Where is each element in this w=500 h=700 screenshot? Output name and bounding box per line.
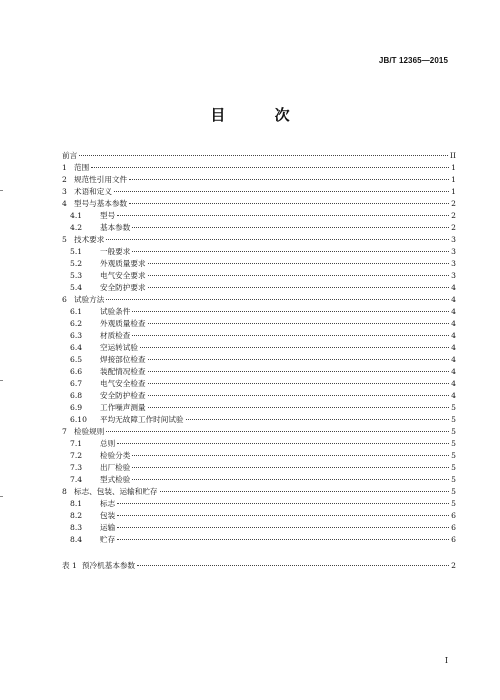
toc-entry[interactable] <box>62 258 456 270</box>
toc-entry[interactable] <box>62 198 456 210</box>
toc-entry-number: 5.4 <box>70 283 83 292</box>
toc-entry-label: 电气安全检查 <box>100 379 146 388</box>
dot-leader <box>148 382 450 384</box>
toc-entry[interactable] <box>62 390 456 402</box>
dot-leader <box>117 526 449 528</box>
toc-entry[interactable] <box>62 306 456 318</box>
toc-entry[interactable] <box>62 486 456 498</box>
toc-entry[interactable] <box>62 210 456 222</box>
toc-entry[interactable] <box>62 366 456 378</box>
toc-entry-page: 4 <box>451 295 456 304</box>
toc-entry-label: 检验规则 <box>74 427 105 436</box>
toc-entry-number: 6.2 <box>70 319 83 328</box>
toc-entry-label: 规范性引用文件 <box>74 175 128 184</box>
dot-leader <box>132 310 449 312</box>
toc-entry-label: 出厂检验 <box>100 463 131 472</box>
toc-entry-number: 7.2 <box>70 451 83 460</box>
toc-entry[interactable] <box>62 354 456 366</box>
toc-entry-number: 4 <box>62 199 67 208</box>
toc-entry-number: 6.9 <box>70 403 83 412</box>
dot-leader <box>117 514 449 516</box>
dot-leader <box>148 322 450 324</box>
margin-mark <box>0 190 3 191</box>
toc-entry[interactable] <box>62 186 456 198</box>
dot-leader <box>132 250 449 252</box>
toc-entry[interactable] <box>62 162 456 174</box>
toc-entry-number: 4.1 <box>70 211 83 220</box>
margin-mark <box>0 380 3 381</box>
toc-entry-page: 2 <box>451 223 456 232</box>
toc-entry-number: 5.1 <box>70 247 83 256</box>
toc-entry-label: 外观质量检查 <box>100 319 146 328</box>
toc-entry-number: 6.1 <box>70 307 83 316</box>
toc-entry-number: 6.3 <box>70 331 83 340</box>
toc-entry-label: 运输 <box>100 523 116 532</box>
dot-leader <box>79 154 448 156</box>
toc-entry-label: 贮存 <box>100 535 116 544</box>
table-title: 预冷机基本参数 <box>82 561 136 570</box>
toc-entry-label: 检验分类 <box>100 451 131 460</box>
toc-entry-label: 空运转试验 <box>100 343 138 352</box>
dot-leader <box>132 466 449 468</box>
toc-entry-number: 1 <box>62 163 67 172</box>
toc-entry[interactable] <box>62 174 456 186</box>
toc-entry-label: 一般要求 <box>100 247 131 256</box>
toc-entry[interactable] <box>62 534 456 546</box>
dot-leader <box>114 190 449 192</box>
toc-entry-number: 7.3 <box>70 463 83 472</box>
dot-leader <box>117 502 449 504</box>
toc-entry[interactable] <box>62 414 456 426</box>
toc-entry-number: 2 <box>62 175 67 184</box>
toc-entry-page: 5 <box>451 463 456 472</box>
dot-leader <box>132 454 449 456</box>
toc-entry-label: 试验方法 <box>74 295 105 304</box>
dot-leader <box>148 262 450 264</box>
toc-entry-label: 型式检验 <box>100 475 131 484</box>
toc-entry-label: 焊接部位检查 <box>100 355 146 364</box>
page-number: I <box>444 656 448 665</box>
dot-leader <box>129 202 449 204</box>
toc-entry-label: 标志 <box>100 499 116 508</box>
toc-entry[interactable] <box>62 438 456 450</box>
toc-entry-page: 4 <box>451 391 456 400</box>
toc-entry-number: 4.2 <box>70 223 83 232</box>
toc-entry-number: 6.4 <box>70 343 83 352</box>
toc-entry[interactable] <box>62 378 456 390</box>
toc-entry-page: 5 <box>451 451 456 460</box>
toc-entry-number: 6.6 <box>70 367 83 376</box>
toc-entry-page: 2 <box>451 199 456 208</box>
toc-entry-number: 8.2 <box>70 511 83 520</box>
toc-entry[interactable] <box>62 474 456 486</box>
dot-leader <box>148 394 450 396</box>
toc-entry[interactable] <box>62 318 456 330</box>
toc-table-entry[interactable] <box>62 560 456 572</box>
toc-entry[interactable] <box>62 222 456 234</box>
dot-leader <box>132 334 449 336</box>
toc-entry-page: 5 <box>451 415 456 424</box>
toc-entry-page: 4 <box>451 355 456 364</box>
toc-entry-page: 3 <box>451 271 456 280</box>
toc-entry-number: 7.4 <box>70 475 83 484</box>
margin-mark <box>0 496 3 497</box>
toc-entry-page: 4 <box>451 379 456 388</box>
toc-entry-page: 5 <box>451 439 456 448</box>
toc-entry-label: 基本参数 <box>100 223 131 232</box>
dot-leader <box>106 238 449 240</box>
toc-entry-label: 材质检查 <box>100 331 131 340</box>
dot-leader <box>117 538 449 540</box>
toc-entry-number: 8.1 <box>70 499 83 508</box>
toc-entry-number: 6.7 <box>70 379 83 388</box>
dot-leader <box>129 178 449 180</box>
toc-entry-page: 5 <box>451 403 456 412</box>
dot-leader <box>117 214 449 216</box>
toc-entry-label: 安全防护要求 <box>100 283 146 292</box>
toc-entry-label: 范围 <box>74 163 90 172</box>
toc-entry-number: 8 <box>62 487 67 496</box>
toc-entry-label: 技术要求 <box>74 235 105 244</box>
table-of-contents <box>62 150 456 572</box>
toc-entry-number: 6.8 <box>70 391 83 400</box>
toc-entry-page: 5 <box>451 475 456 484</box>
section-gap <box>62 546 456 560</box>
dot-leader <box>137 564 449 566</box>
dot-leader <box>117 442 449 444</box>
dot-leader <box>132 226 449 228</box>
toc-entry-page: 3 <box>451 259 456 268</box>
toc-entry[interactable] <box>62 510 456 522</box>
toc-entry-page: 6 <box>451 511 456 520</box>
toc-entry-page: 3 <box>451 235 456 244</box>
toc-entry-number: 8.4 <box>70 535 83 544</box>
toc-entry[interactable] <box>62 270 456 282</box>
page-title: 目 次 <box>210 106 312 124</box>
toc-entry-page: 5 <box>451 427 456 436</box>
toc-entry[interactable] <box>62 402 456 414</box>
toc-entry-number: 6.10 <box>70 415 87 424</box>
toc-entry[interactable] <box>62 342 456 354</box>
toc-entry[interactable] <box>62 150 456 162</box>
toc-entry-number: 7.1 <box>70 439 83 448</box>
toc-entry-number: 6.5 <box>70 355 83 364</box>
dot-leader <box>160 490 450 492</box>
toc-entry-page: 4 <box>451 283 456 292</box>
toc-entry-number: 8.3 <box>70 523 83 532</box>
toc-entry[interactable] <box>62 282 456 294</box>
toc-entry[interactable] <box>62 522 456 534</box>
toc-entry[interactable] <box>62 330 456 342</box>
toc-entry-label: 术语和定义 <box>74 187 112 196</box>
dot-leader <box>106 298 449 300</box>
toc-entry-label: 型号与基本参数 <box>74 199 128 208</box>
toc-entry-number: 3 <box>62 187 67 196</box>
toc-entry-page: 4 <box>451 307 456 316</box>
toc-entry-number: 5.3 <box>70 271 83 280</box>
dot-leader <box>91 166 449 168</box>
toc-entry-number: 5.2 <box>70 259 83 268</box>
toc-entry-label: 前言 <box>62 151 78 160</box>
dot-leader <box>148 358 450 360</box>
toc-entry-page: II <box>450 151 456 160</box>
dot-leader <box>148 274 450 276</box>
toc-entry-label: 包装 <box>100 511 116 520</box>
toc-entry-page: 4 <box>451 319 456 328</box>
toc-entry-page: 4 <box>451 367 456 376</box>
toc-entry-label: 平均无故障工作时间试验 <box>100 415 184 424</box>
toc-entry-label: 型号 <box>100 211 116 220</box>
toc-entry-number: 7 <box>62 427 67 436</box>
toc-entry[interactable] <box>62 246 456 258</box>
dot-leader <box>186 418 450 420</box>
toc-entry-page: 3 <box>451 247 456 256</box>
dot-leader <box>106 430 449 432</box>
toc-entry-page: 2 <box>451 211 456 220</box>
toc-entry[interactable] <box>62 462 456 474</box>
toc-entry-number: 6 <box>62 295 67 304</box>
toc-entry-label: 外观质量要求 <box>100 259 146 268</box>
toc-entry[interactable] <box>62 450 456 462</box>
toc-entry[interactable] <box>62 234 456 246</box>
toc-entry-number: 5 <box>62 235 67 244</box>
toc-entry-page: 5 <box>451 499 456 508</box>
toc-entry-label: 总则 <box>100 439 116 448</box>
toc-entry-page: 4 <box>451 331 456 340</box>
dot-leader <box>132 478 449 480</box>
toc-entry-page: 4 <box>451 343 456 352</box>
toc-entry-label: 安全防护检查 <box>100 391 146 400</box>
toc-entry-label: 试验条件 <box>100 307 131 316</box>
dot-leader <box>140 346 449 348</box>
toc-entry-page: 6 <box>451 523 456 532</box>
toc-entry-page: 5 <box>451 487 456 496</box>
dot-leader <box>148 406 450 408</box>
toc-entry-page: 1 <box>451 175 456 184</box>
toc-entry[interactable] <box>62 426 456 438</box>
toc-entry-label: 装配情况检查 <box>100 367 146 376</box>
toc-entry-page: 6 <box>451 535 456 544</box>
standard-code: JB/T 12365—2015 <box>378 56 448 65</box>
dot-leader <box>148 286 450 288</box>
table-number: 表 1 <box>62 561 77 570</box>
table-page: 2 <box>451 561 456 570</box>
toc-entry-page: 1 <box>451 163 456 172</box>
toc-entry[interactable] <box>62 498 456 510</box>
toc-entry-page: 1 <box>451 187 456 196</box>
toc-entry-label: 工作噪声测量 <box>100 403 146 412</box>
toc-entry[interactable] <box>62 294 456 306</box>
dot-leader <box>148 370 450 372</box>
toc-entry-label: 电气安全要求 <box>100 271 146 280</box>
toc-entry-label: 标志、包装、运输和贮存 <box>74 487 158 496</box>
